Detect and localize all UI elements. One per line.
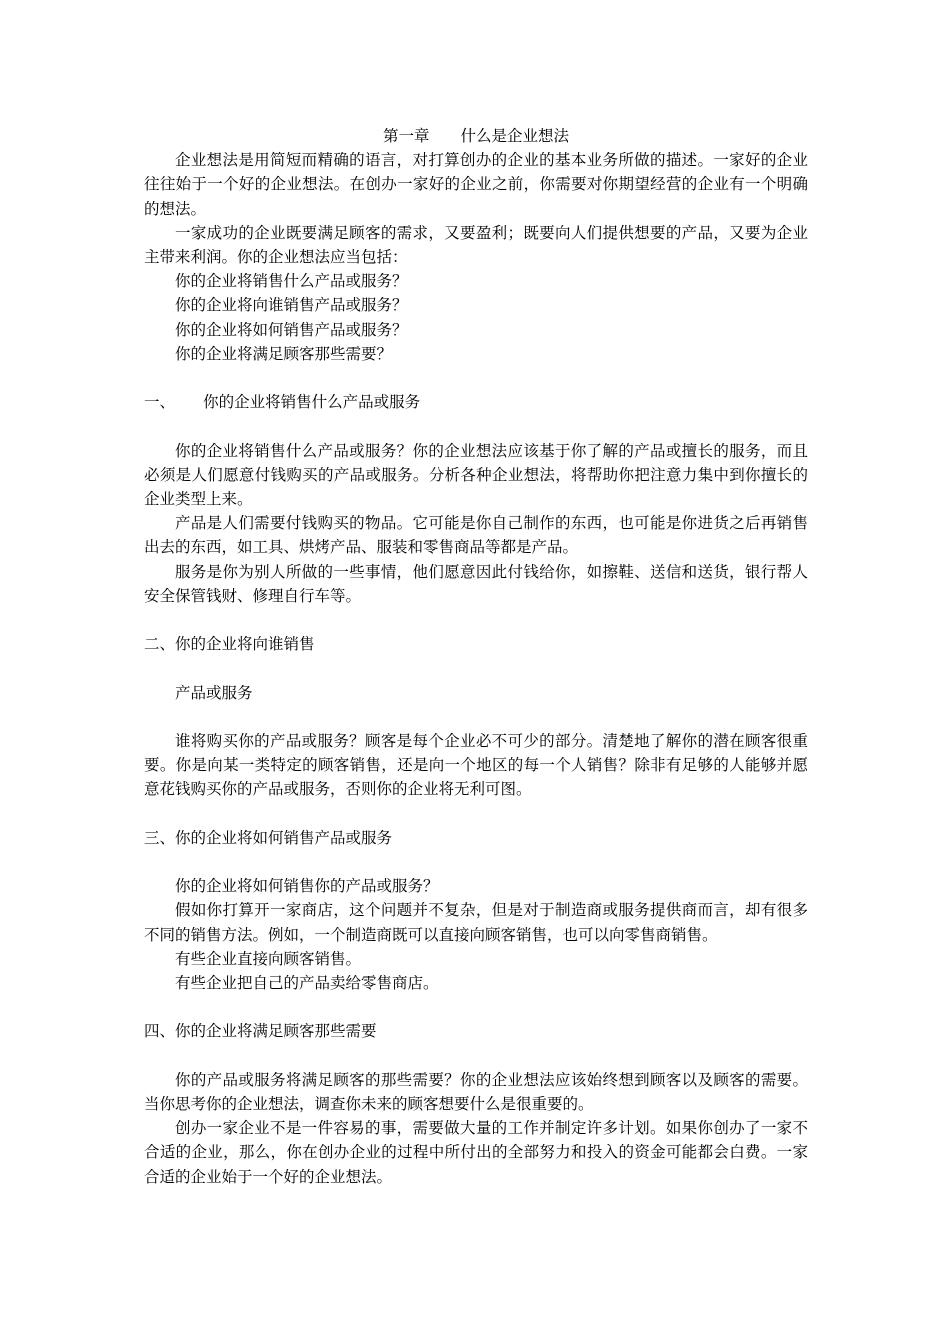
- section-4-heading: 四、你的企业将满足顾客那些需要: [144, 1022, 377, 1041]
- section-3-paragraph-4: 有些企业把自己的产品卖给零售商店。: [175, 974, 439, 992]
- question-3: 你的企业将如何销售产品或服务？: [175, 320, 408, 339]
- section-2-subheading: 产品或服务: [175, 683, 253, 702]
- section-1-paragraph-1: 你的企业将销售什么产品或服务？你的企业想法应该基于你了解的产品或擅长的服务，而且必须是人们愿意付钱购买的产品或服务。分析各种企业想法，将帮助你把注意力集中到你擅长的企业类型上来。: [144, 441, 808, 509]
- section-3-paragraph-1: 你的企业将如何销售你的产品或服务？: [175, 877, 439, 896]
- question-1: 你的企业将销售什么产品或服务？: [175, 272, 408, 291]
- spacer: [144, 608, 808, 632]
- section-4-paragraph-1: 你的产品或服务将满足顾客的那些需要？你的企业想法应该始终想到顾客以及顾客的需要。当你思考你的企业想法，调查你未来的顾客想要什么是很重要的。: [144, 1070, 808, 1113]
- intro-paragraph-2: 一家成功的企业既要满足顾客的需求，又要盈利；既要向人们提供想要的产品，又要为企业主带来利润。你的企业想法应当包括：: [144, 223, 808, 267]
- section-1-heading: 一、 你的企业将销售什么产品或服务: [144, 393, 421, 412]
- section-2-heading: 二、你的企业将向谁销售: [144, 635, 315, 654]
- section-1-paragraph-2: 产品是人们需要付钱购买的物品。它可能是你自己制作的东西，也可能是你进货之后再销售出去的东西，如工具、烘烤产品、服装和零售商品等都是产品。: [144, 514, 808, 557]
- section-1-paragraph-3: 服务是你为别人所做的一些事情，他们愿意因此付钱给你，如擦鞋、送信和送货，银行帮人安全保管钱财、修理自行车等。: [144, 562, 808, 605]
- section-3-heading: 三、你的企业将如何销售产品或服务: [144, 828, 393, 847]
- spacer: [144, 656, 808, 680]
- spacer: [144, 1044, 808, 1068]
- spacer: [144, 366, 808, 390]
- spacer: [144, 705, 808, 729]
- document-page: [144, 124, 808, 1189]
- section-3-paragraph-2: 假如你打算开一家商店，这个问题并不复杂，但是对于制造商或服务提供商而言，却有很多不同的销售方法。例如，一个制造商既可以直接向顾客销售，也可以向零售商销售。: [144, 901, 808, 944]
- section-2-paragraph-1: 谁将购买你的产品或服务？顾客是每个企业必不可少的部分。清楚地了解你的潜在顾客很重要。你是向某一类特定的顾客销售，还是向一个地区的每一个人销售？除非有足够的人能够并愿意花钱购买你的产品或服务，否则你的企业将无利可图。: [144, 732, 808, 799]
- spacer: [144, 414, 808, 438]
- spacer: [144, 850, 808, 874]
- section-4-paragraph-2: 创办一家企业不是一件容易的事，需要做大量的工作并制定许多计划。如果你创办了一家不合适的企业，那么，你在创办企业的过程中所付出的全部努力和投入的资金可能都会白费。一家合适的企业始于一个好的企业想法。: [144, 1119, 808, 1186]
- section-3-paragraph-3: 有些企业直接向顾客销售。: [175, 949, 362, 968]
- question-4: 你的企业将满足顾客那些需要？: [175, 344, 393, 363]
- intro-paragraph-1: 企业想法是用简短而精确的语言，对打算创办的企业的基本业务所做的描述。一家好的企业往往始于一个好的企业想法。在创办一家好的企业之前，你需要对你期望经营的企业有一个明确的想法。: [144, 151, 808, 218]
- spacer: [144, 995, 808, 1019]
- question-2: 你的企业将向谁销售产品或服务？: [175, 296, 408, 315]
- chapter-title: 第一章 什么是企业想法: [382, 127, 569, 145]
- spacer: [144, 802, 808, 826]
